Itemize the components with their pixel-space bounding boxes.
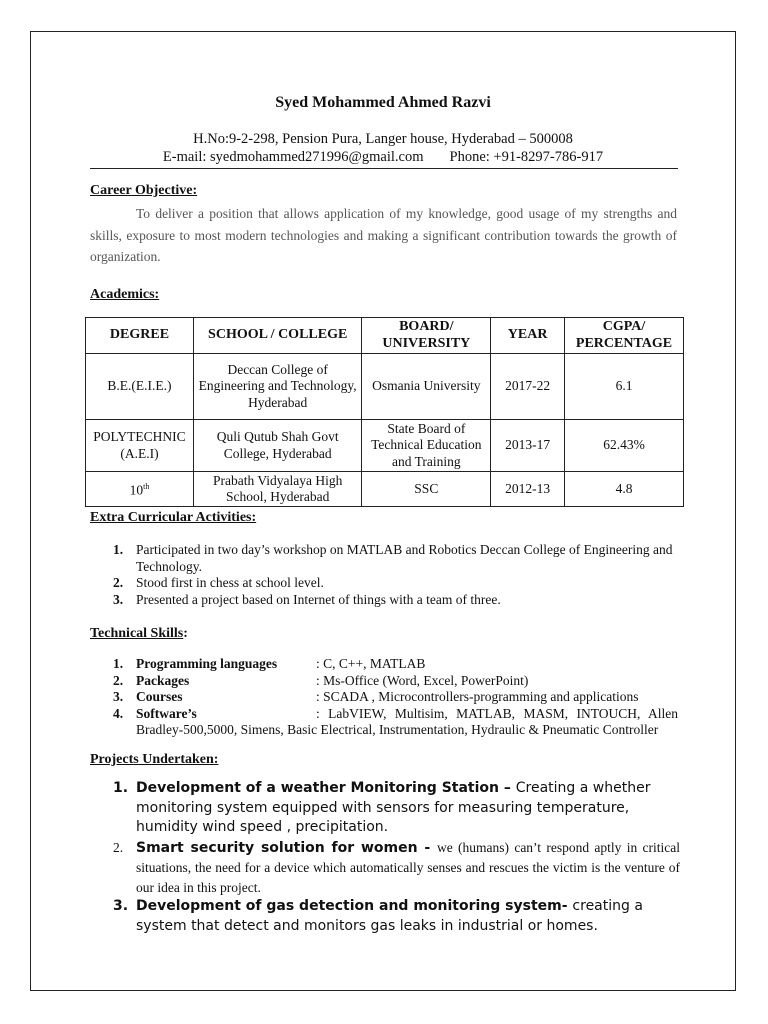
extra-curricular-heading: Extra Curricular Activities:	[90, 510, 257, 525]
technical-skills-heading: Technical Skills	[90, 626, 184, 641]
skill-key: Packages	[136, 672, 190, 688]
table-header-row	[86, 318, 684, 354]
list-number: 2.	[113, 672, 124, 688]
skill-value: : Ms-Office (Word, Excel, PowerPoint)	[316, 672, 529, 688]
list-text: Presented a project based on Internet of things with a team of three.	[136, 591, 501, 607]
skill-key: Programming languages	[136, 656, 278, 671]
score-cell: 62.43%	[565, 420, 684, 472]
list-item	[113, 575, 678, 592]
skill-key: Software’s	[136, 705, 197, 721]
email-text: E-mail: syedmohammed271996@gmail.com	[162, 149, 424, 165]
score-cell: 4.8	[565, 472, 684, 507]
academics-table	[85, 317, 684, 507]
list-number: 2.	[113, 839, 124, 855]
degree-value: 10	[129, 482, 144, 498]
year-cell: 2012-13	[491, 472, 565, 507]
score-cell: 6.1	[565, 354, 684, 420]
skill-key: Courses	[136, 689, 183, 704]
board-cell: Osmania University	[362, 354, 491, 420]
skill-value: : SCADA , Microcontrollers-programming and applications	[316, 689, 639, 704]
list-number: 3.	[113, 898, 129, 914]
extra-curricular-list	[113, 542, 678, 608]
list-number: 3.	[113, 689, 124, 704]
project-description: Creating a whether monitoring system equipped with sensors for measuring temperature, humidity wind speed , precipitation.	[136, 780, 651, 835]
career-objective-text: To deliver a position that allows application of my knowledge, good usage of my strengths and skills, exposure to most modern technologies and making a significant contribution towards the growth of organization.	[90, 206, 677, 264]
projects-heading: Projects Undertaken:	[90, 752, 219, 767]
column-header: YEAR	[491, 318, 565, 354]
list-text: Participated in two day’s workshop on MATLAB and Robotics Deccan College of Engineering and Technology.	[136, 542, 673, 574]
project-item	[113, 897, 680, 936]
table-row	[86, 354, 684, 420]
column-header: DEGREE	[86, 318, 194, 354]
academics-heading: Academics:	[90, 287, 160, 302]
address-line: H.No:9-2-298, Pension Pura, Langer house, Hyderabad – 500008	[193, 131, 573, 147]
list-number: 1.	[113, 542, 124, 557]
table-row	[86, 472, 684, 507]
header-divider	[90, 168, 678, 169]
list-item	[113, 591, 678, 609]
degree-superscript: th	[143, 482, 150, 491]
list-text: Stood first in chess at school level.	[136, 575, 324, 590]
project-title: Development of gas detection and monitoring system-	[136, 898, 573, 914]
candidate-name: Syed Mohammed Ahmed Razvi	[275, 94, 491, 111]
list-number: 1.	[113, 656, 124, 671]
school-cell: Prabath Vidyalaya High School, Hyderabad	[193, 472, 361, 507]
skill-item	[113, 705, 678, 739]
project-title: Smart security solution for women -	[136, 839, 437, 856]
contact-line	[0, 149, 766, 166]
project-title: Development of a weather Monitoring Station –	[136, 780, 516, 796]
heading-colon: :	[183, 626, 188, 641]
column-header: CGPA/ PERCENTAGE	[565, 318, 684, 354]
school-cell: Quli Qutub Shah Govt College, Hyderabad	[193, 420, 361, 472]
board-cell: SSC	[362, 472, 491, 507]
year-cell: 2013-17	[491, 420, 565, 472]
skill-item	[113, 656, 678, 673]
list-number: 2.	[113, 575, 124, 590]
project-item	[113, 838, 680, 898]
phone-text: Phone: +91-8297-786-917	[449, 149, 604, 165]
degree-cell: B.E.(E.I.E.)	[86, 354, 194, 420]
technical-skills-list	[113, 656, 678, 739]
project-description: creating a system that detect and monitors gas leaks in industrial or homes.	[136, 898, 643, 934]
technical-skills-heading-row	[90, 626, 188, 642]
project-description: we (humans) can’t respond aptly in critical situations, the need for a device which automatically senses and rescues the victim is the venture of our idea in this project.	[136, 839, 680, 895]
list-number: 4.	[113, 705, 124, 721]
school-cell: Deccan College of Engineering and Technology, Hyderabad	[193, 354, 361, 420]
column-header: BOARD/ UNIVERSITY	[362, 318, 491, 354]
table-row	[86, 420, 684, 472]
skill-value: : LabVIEW, Multisim, MATLAB, MASM, INTOUCH, Allen Bradley-500,5000, Simens, Basic Electrical, Instrumentation, Hydraulic & Pneumatic Controller	[136, 705, 678, 737]
list-number: 3.	[113, 591, 124, 607]
project-item	[113, 779, 680, 838]
projects-list	[113, 779, 680, 936]
column-header: SCHOOL / COLLEGE	[193, 318, 361, 354]
degree-cell: POLYTECHNIC (A.E.I)	[86, 420, 194, 472]
board-cell: State Board of Technical Education and Training	[362, 420, 491, 472]
degree-cell	[86, 472, 194, 507]
skill-item	[113, 672, 678, 690]
year-cell: 2017-22	[491, 354, 565, 420]
list-number: 1.	[113, 780, 129, 796]
skill-value: : C, C++, MATLAB	[316, 656, 426, 671]
career-objective-heading: Career Objective:	[90, 183, 198, 198]
list-item	[113, 542, 678, 575]
skill-item	[113, 689, 678, 706]
